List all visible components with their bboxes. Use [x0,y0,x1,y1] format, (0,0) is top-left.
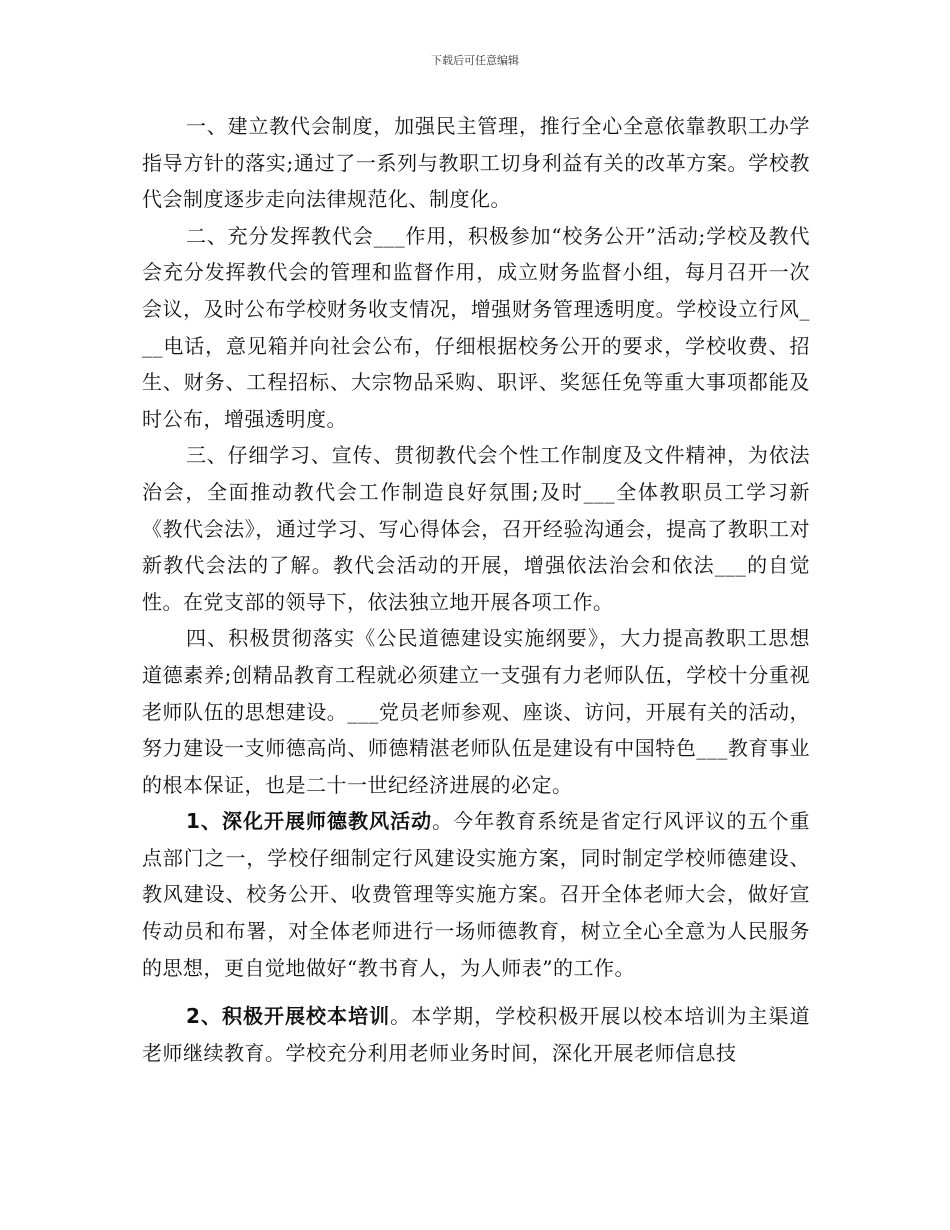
paragraph-5-lead: 1、深化开展师德教风活动 [186,809,433,834]
paragraph-6 [142,998,810,1071]
paragraph-5 [142,803,810,986]
paragraph-5-text: 。今年教育系统是省定行风评议的五个重点部门之一，学校仔细制定行风建设实施方案，同时制定学校师德建设、教风建设、校务公开、收费管理等实施方案。召开全体老师大会，做好宣传动员和布署，对全体老师进行一场师德教育，树立全心全意为人民服务的思想，更自觉地做好“教书育人，为人师表”的工作。 [142,809,810,980]
paragraph-3-text: 三、仔细学习、宣传、贯彻教代会个性工作制度及文件精神，为依法治会，全面推动教代会工作制造良好氛围;及时___全体教职员工学习新《教代会法》，通过学习、写心得体会，召开经验沟通会，提高了教职工对新教代会法的了解。教代会活动的开展，增强依法治会和依法___的自觉性。在党支部的领导下，依法独立地开展各项工作。 [142,443,810,614]
paragraph-1-text: 一、建立教代会制度，加强民主管理，推行全心全意依靠教职工办学指导方针的落实;通过了一系列与教职工切身利益有关的改革方案。学校教代会制度逐步走向法律规范化、制度化。 [142,114,810,212]
paragraph-6-text: 。本学期，学校积极开展以校本培训为主渠道老师继续教育。学校充分利用老师业务时间，深化开展老师信息技 [142,1004,811,1065]
paragraph-3 [142,437,810,620]
paragraph-2-text: 二、充分发挥教代会___作用，积极参加“校务公开”活动;学校及教代会充分发挥教代会的管理和监督作用，成立财务监督小组，每月召开一次会议，及时公布学校财务收支情况，增强财务管理透明度。学校设立行风___电话，意见箱并向社会公布，仔细根据校务公开的要求，学校收费、招生、财务、工程招标、大宗物品采购、职评、奖惩任免等重大事项都能及时公布，增强透明度。 [142,223,810,431]
page-header-note: 下载后可任意编辑 [431,54,519,67]
paragraph-6-lead: 2、积极开展校本培训 [186,1004,391,1029]
paragraph-1 [142,108,810,218]
paragraph-4-text: 四、积极贯彻落实《公民道德建设实施纲要》，大力提高教职工思想道德素养;创精品教育工程就必须建立一支强有力老师队伍，学校十分重视老师队伍的思想建设。___党员老师参观、座谈、访问，开展有关的活动，努力建设一支师德高尚、师德精湛老师队伍是建设有中国特色___教育事业的根本保证，也是二十一世纪经济进展的必定。 [142,626,810,797]
paragraph-2 [142,218,810,438]
document-body [142,108,810,1071]
paragraph-4 [142,620,810,803]
